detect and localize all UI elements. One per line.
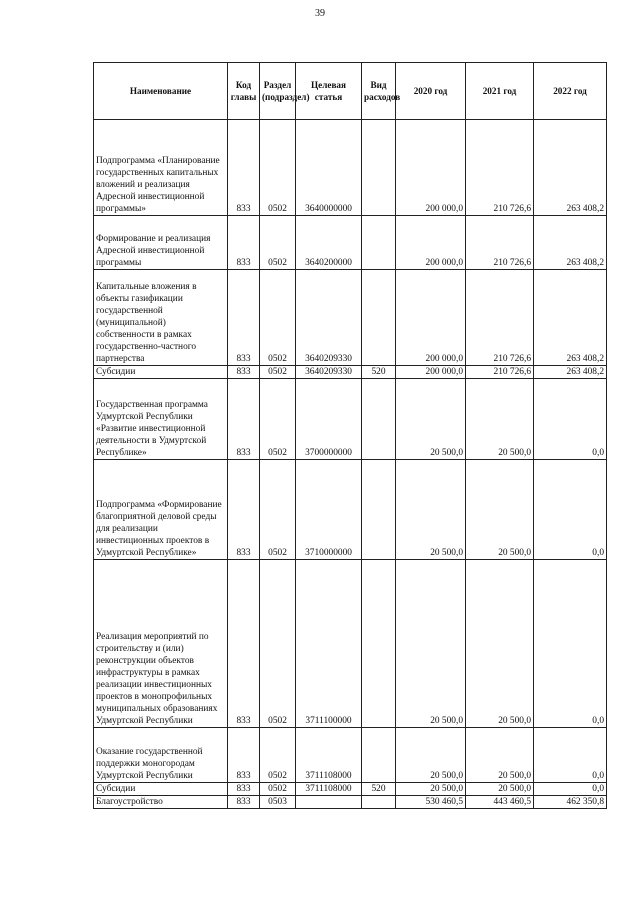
row-type <box>362 796 396 809</box>
row-2021: 210 726,6 <box>466 270 534 366</box>
row-2020: 20 500,0 <box>396 560 466 728</box>
row-2022: 263 408,2 <box>534 270 607 366</box>
table-row <box>94 460 607 560</box>
table-row <box>94 783 607 796</box>
header-name: Наименование <box>94 63 228 120</box>
page-number: 39 <box>315 8 325 19</box>
row-2022: 0,0 <box>534 460 607 560</box>
row-code: 833 <box>228 366 260 379</box>
row-code: 833 <box>228 216 260 270</box>
row-name: Капитальные вложения в объекты газификации государственной (муниципальной) собственности в рамках государственно-частного партнерства <box>94 270 228 366</box>
row-type <box>362 379 396 460</box>
row-2020: 200 000,0 <box>396 120 466 216</box>
row-target: 3700000000 <box>296 379 362 460</box>
row-type <box>362 460 396 560</box>
row-2020: 20 500,0 <box>396 460 466 560</box>
row-type: 520 <box>362 366 396 379</box>
budget-table <box>93 62 607 809</box>
row-2022: 263 408,2 <box>534 120 607 216</box>
row-2021: 20 500,0 <box>466 379 534 460</box>
table-row <box>94 216 607 270</box>
row-name: Благоустройство <box>94 796 228 809</box>
row-section: 0502 <box>260 783 296 796</box>
row-type <box>362 120 396 216</box>
table-row <box>94 270 607 366</box>
row-2020: 20 500,0 <box>396 783 466 796</box>
row-2020: 200 000,0 <box>396 270 466 366</box>
table-header-row <box>94 63 607 120</box>
row-target: 3640200000 <box>296 216 362 270</box>
row-target: 3640209330 <box>296 366 362 379</box>
row-code: 833 <box>228 728 260 783</box>
row-2020: 20 500,0 <box>396 728 466 783</box>
row-type <box>362 216 396 270</box>
table-row <box>94 560 607 728</box>
row-name: Подпрограмма «Планирование государственных капитальных вложений и реализация Адресной инвестиционной программы» <box>94 120 228 216</box>
header-2021: 2021 год <box>466 63 534 120</box>
row-section: 0502 <box>260 460 296 560</box>
row-2021: 210 726,6 <box>466 216 534 270</box>
row-name: Реализация мероприятий по строительству и (или) реконструкции объектов инфраструктуры в рамках реализации инвестиционных проектов в монопрофильных муниципальных образованиях Удмуртской Республики <box>94 560 228 728</box>
row-section: 0502 <box>260 120 296 216</box>
row-name: Государственная программа Удмуртской Республики «Развитие инвестиционной деятельности в Удмуртской Республике» <box>94 379 228 460</box>
row-2020: 200 000,0 <box>396 216 466 270</box>
row-target: 3640209330 <box>296 270 362 366</box>
row-target <box>296 796 362 809</box>
row-2021: 210 726,6 <box>466 120 534 216</box>
row-2021: 210 726,6 <box>466 366 534 379</box>
row-name: Субсидии <box>94 783 228 796</box>
row-2020: 530 460,5 <box>396 796 466 809</box>
row-type <box>362 270 396 366</box>
row-target: 3711108000 <box>296 728 362 783</box>
row-2021: 20 500,0 <box>466 783 534 796</box>
row-type <box>362 560 396 728</box>
row-name: Формирование и реализация Адресной инвестиционной программы <box>94 216 228 270</box>
row-section: 0502 <box>260 560 296 728</box>
row-name: Субсидии <box>94 366 228 379</box>
row-section: 0502 <box>260 379 296 460</box>
row-code: 833 <box>228 270 260 366</box>
row-2021: 20 500,0 <box>466 728 534 783</box>
header-2022: 2022 год <box>534 63 607 120</box>
header-2020: 2020 год <box>396 63 466 120</box>
row-name: Подпрограмма «Формирование благоприятной деловой среды для реализации инвестиционных проектов в Удмуртской Республике» <box>94 460 228 560</box>
row-code: 833 <box>228 460 260 560</box>
row-2020: 200 000,0 <box>396 366 466 379</box>
row-name: Оказание государственной поддержки моногородам Удмуртской Республики <box>94 728 228 783</box>
table-row <box>94 366 607 379</box>
row-section: 0502 <box>260 270 296 366</box>
header-code: Код главы <box>228 63 260 120</box>
row-target: 3640000000 <box>296 120 362 216</box>
table-row <box>94 728 607 783</box>
row-section: 0502 <box>260 366 296 379</box>
row-target: 3711108000 <box>296 783 362 796</box>
row-2020: 20 500,0 <box>396 379 466 460</box>
header-type: Вид расходов <box>362 63 396 120</box>
row-section: 0502 <box>260 728 296 783</box>
row-2022: 0,0 <box>534 560 607 728</box>
table-row <box>94 379 607 460</box>
row-target: 3711100000 <box>296 560 362 728</box>
header-target: Целевая статья <box>296 63 362 120</box>
row-2022: 263 408,2 <box>534 366 607 379</box>
row-code: 833 <box>228 560 260 728</box>
table-row <box>94 796 607 809</box>
row-target: 3710000000 <box>296 460 362 560</box>
row-2022: 263 408,2 <box>534 216 607 270</box>
row-2021: 20 500,0 <box>466 460 534 560</box>
row-2021: 443 460,5 <box>466 796 534 809</box>
row-2022: 0,0 <box>534 379 607 460</box>
row-section: 0502 <box>260 216 296 270</box>
table-row <box>94 120 607 216</box>
header-section: Раздел (подраздел) <box>260 63 296 120</box>
row-type <box>362 728 396 783</box>
row-2021: 20 500,0 <box>466 560 534 728</box>
row-code: 833 <box>228 120 260 216</box>
row-code: 833 <box>228 796 260 809</box>
row-2022: 462 350,8 <box>534 796 607 809</box>
row-code: 833 <box>228 379 260 460</box>
row-2022: 0,0 <box>534 728 607 783</box>
row-section: 0503 <box>260 796 296 809</box>
row-2022: 0,0 <box>534 783 607 796</box>
row-type: 520 <box>362 783 396 796</box>
row-code: 833 <box>228 783 260 796</box>
